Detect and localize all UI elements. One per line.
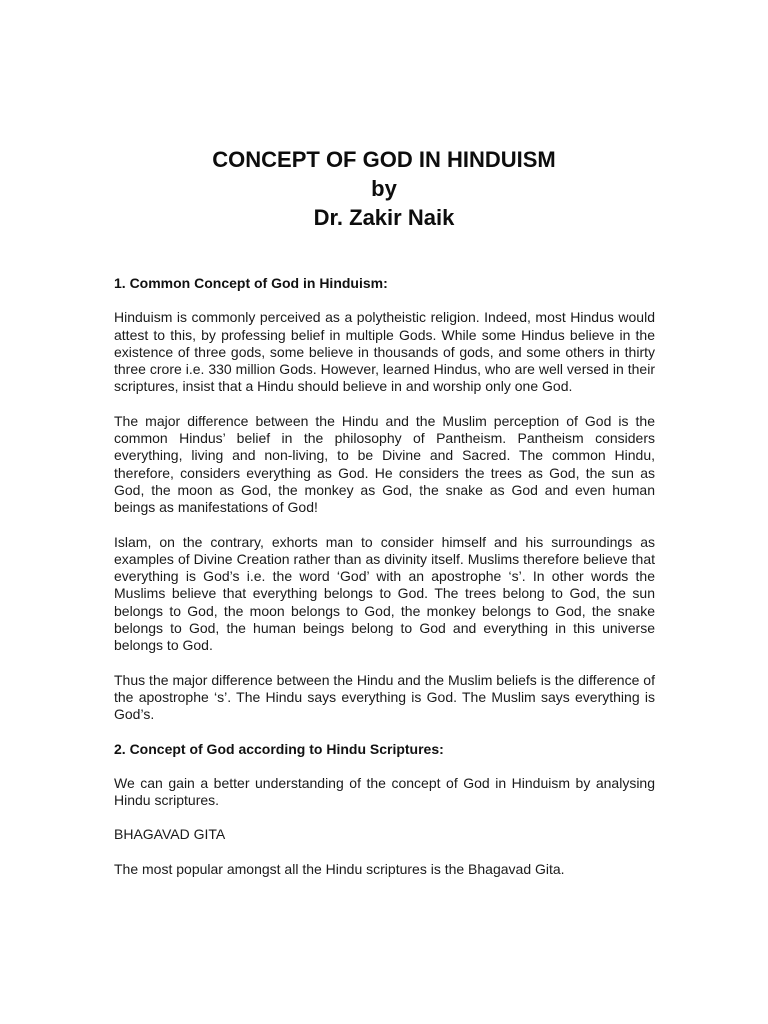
- paragraph-islam-contrary: Islam, on the contrary, exhorts man to consider himself and his surroundings as examples of Divine Creation rather than as divinity itself. Muslims therefore believe that everything is God’s i.e. the word ‘God’ with an apostrophe ‘s’. In other words the Muslims believe that everything belongs to God. The trees belong to God, the sun belongs to God, the moon belongs to God, the monkey belongs to God, the snake belongs to God, the human beings belong to God and everything in this universe belongs to God.: [114, 533, 655, 654]
- paragraph-scriptures-intro: We can gain a better understanding of the concept of God in Hinduism by analysing Hindu scriptures.: [114, 774, 655, 809]
- paragraph-polytheism: Hinduism is commonly perceived as a polytheistic religion. Indeed, most Hindus would attest to this, by professing belief in multiple Gods. While some Hindus believe in the existence of three gods, some believe in thousands of gods, and some others in thirty three crore i.e. 330 million Gods. However, learned Hindus, who are well versed in their scriptures, insist that a Hindu should believe in and worship only one God.: [114, 309, 655, 395]
- section-heading-hindu-scriptures: 2. Concept of God according to Hindu Scriptures:: [114, 740, 444, 757]
- document-body: [114, 275, 655, 895]
- title-author: Dr. Zakir Naik: [313, 205, 455, 230]
- subsection-label-bhagavad-gita: BHAGAVAD GITA: [114, 826, 226, 843]
- paragraph-bhagavad-gita: The most popular amongst all the Hindu scriptures is the Bhagavad Gita.: [114, 860, 565, 877]
- paragraph-pantheism: The major difference between the Hindu and the Muslim perception of God is the common Hindus’ belief in the philosophy of Pantheism. Pantheism considers everything, living and non-living, to be Divine and Sacred. The common Hindu, therefore, considers everything as God. He considers the trees as God, the sun as God, the moon as God, the monkey as God, the snake as God and even human beings as manifestations of God!: [114, 412, 655, 516]
- title-main: CONCEPT OF GOD IN HINDUISM: [212, 147, 556, 172]
- document-title: [0, 145, 768, 232]
- section-heading-common-concept: 1. Common Concept of God in Hinduism:: [114, 275, 388, 291]
- title-by: by: [371, 176, 397, 201]
- paragraph-apostrophe-difference: Thus the major difference between the Hindu and the Muslim beliefs is the difference of the apostrophe ‘s’. The Hindu says everything is God. The Muslim says everything is God’s.: [114, 671, 655, 723]
